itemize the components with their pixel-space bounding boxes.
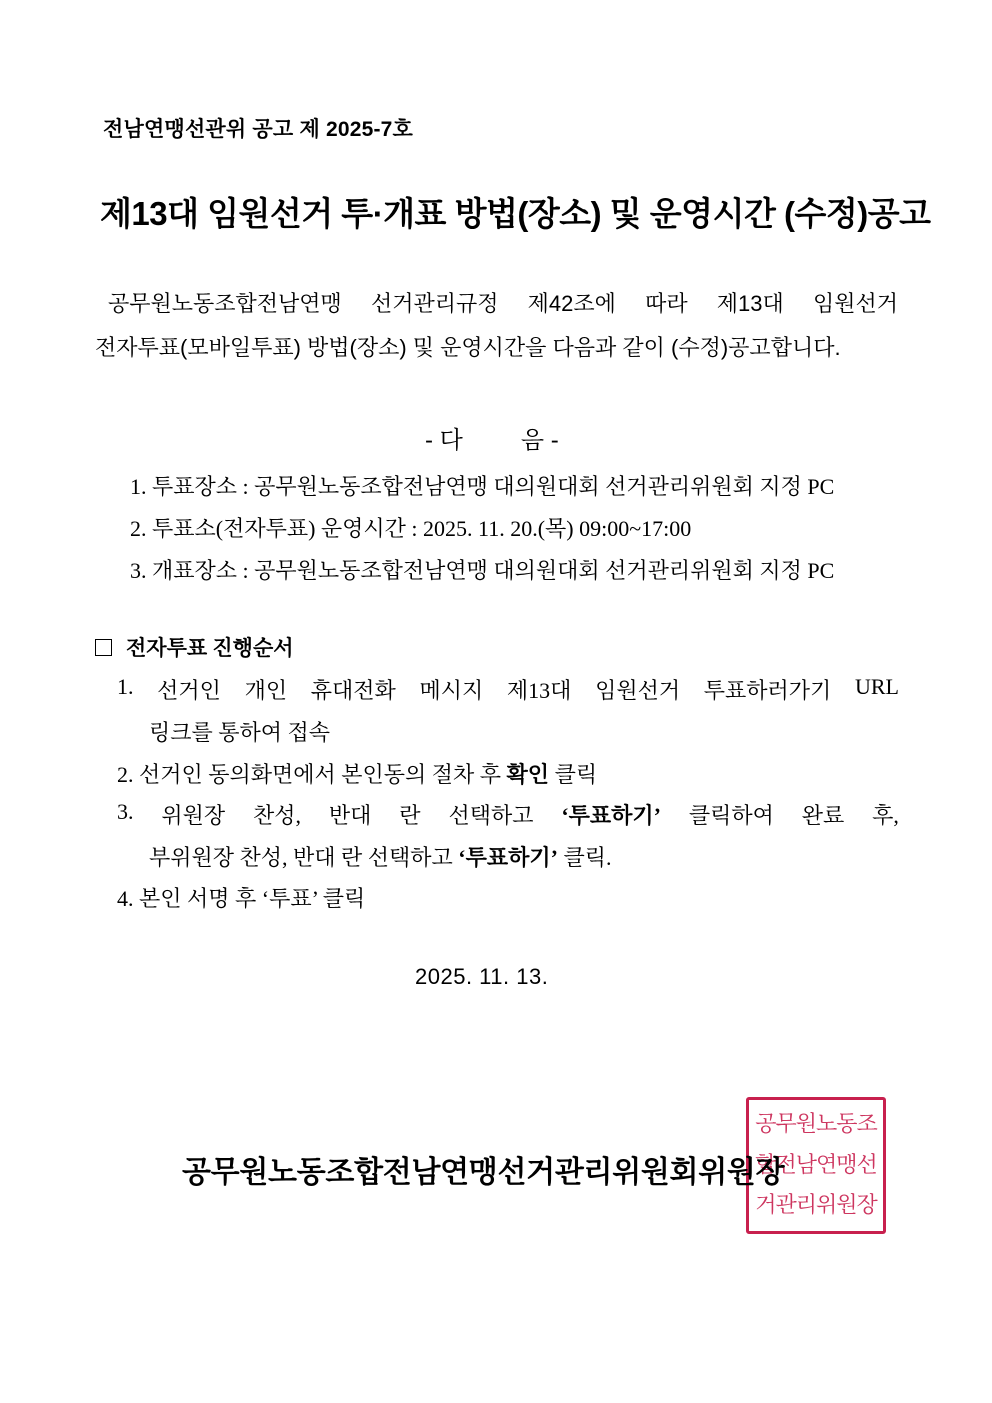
step-word: 란 — [399, 803, 421, 828]
step-word: 후, — [872, 803, 899, 828]
step-word: 클릭하여 — [688, 803, 774, 828]
step-word: 제13대 — [506, 678, 572, 703]
step-word: 선택하고 — [448, 803, 534, 828]
procedure-step-2 — [117, 758, 597, 789]
intro-line-2: 전자투표(모바일투표) 방법(장소) 및 운영시간을 다음과 같이 (수정)공고합니다. — [95, 335, 841, 360]
announcement-date: 2025. 11. 13. — [415, 964, 549, 989]
list-item-voting-place: 1. 투표장소 : 공무원노동조합전남연맹 대의원대회 선거관리위원회 지정 PC — [130, 474, 835, 499]
step-emphasis: ‘투표하기’ — [458, 845, 558, 870]
list-item-voting-hours: 2. 투표소(전자투표) 운영시간 : 2025. 11. 20.(목) 09:00~17:00 — [130, 516, 692, 541]
step-word: 완료 — [801, 803, 845, 828]
step-emphasis: 확인 — [506, 762, 550, 787]
step-word: 임원선거 — [595, 678, 681, 703]
heading-part: 음 - — [520, 427, 559, 454]
seal-text-row: 합전남연맹선 — [755, 1152, 877, 1178]
intro-word: 제13대 — [716, 291, 784, 316]
seal-text-row: 공무원노동조 — [755, 1112, 877, 1137]
list-item-counting-place: 3. 개표장소 : 공무원노동조합전남연맹 대의원대회 선거관리위원회 지정 PC — [130, 558, 835, 583]
procedure-heading-text: 전자투표 진행순서 — [126, 636, 294, 660]
document-title: 제13대 임원선거 투·개표 방법(장소) 및 운영시간 (수정)공고 — [100, 195, 931, 232]
signatory: 공무원노동조합전남연맹선거관리위원회위원장 — [182, 1156, 785, 1189]
step-word: 개인 — [244, 678, 288, 703]
intro-word: 따라 — [645, 291, 688, 316]
intro-word: 공무원노동조합전남연맹 — [108, 291, 342, 316]
step-word: 휴대전화 — [310, 678, 396, 703]
intro-line-1 — [108, 287, 898, 318]
step-text: 2. 선거인 동의화면에서 본인동의 절차 후 — [117, 762, 507, 787]
procedure-step-4: 4. 본인 서명 후 ‘투표’ 클릭 — [117, 886, 366, 911]
procedure-step-1-continued: 링크를 통하여 접속 — [149, 720, 331, 745]
heading-part: - 다 — [425, 427, 463, 454]
intro-word: 임원선거 — [812, 291, 898, 316]
procedure-step-3-continued — [149, 841, 611, 872]
procedure-step-1 — [117, 674, 899, 705]
step-word: URL — [854, 674, 899, 699]
step-word: 위원장 — [161, 803, 226, 828]
procedure-step-3 — [117, 799, 899, 830]
step-emphasis: ‘투표하기’ — [561, 803, 661, 828]
step-word: 3. — [117, 799, 134, 824]
step-word: 찬성, — [253, 803, 302, 828]
step-word: 메시지 — [419, 678, 484, 703]
seal-text-row: 거관리위원장 — [755, 1193, 877, 1218]
document-number: 전남연맹선관위 공고 제 2025-7호 — [103, 118, 414, 141]
step-word: 투표하러가기 — [703, 678, 832, 703]
step-word: 선거인 — [157, 678, 221, 703]
procedure-heading — [95, 632, 294, 662]
step-text: 클릭 — [549, 762, 598, 787]
step-text: 부위원장 찬성, 반대 란 선택하고 — [149, 845, 459, 870]
checkbox-icon — [95, 639, 112, 656]
step-word: 반대 — [328, 803, 372, 828]
section-heading-next — [425, 420, 559, 455]
intro-word: 제42조에 — [527, 291, 616, 316]
step-text: 클릭. — [557, 845, 612, 870]
intro-word: 선거관리규정 — [370, 291, 499, 316]
step-word: 1. — [117, 674, 134, 699]
